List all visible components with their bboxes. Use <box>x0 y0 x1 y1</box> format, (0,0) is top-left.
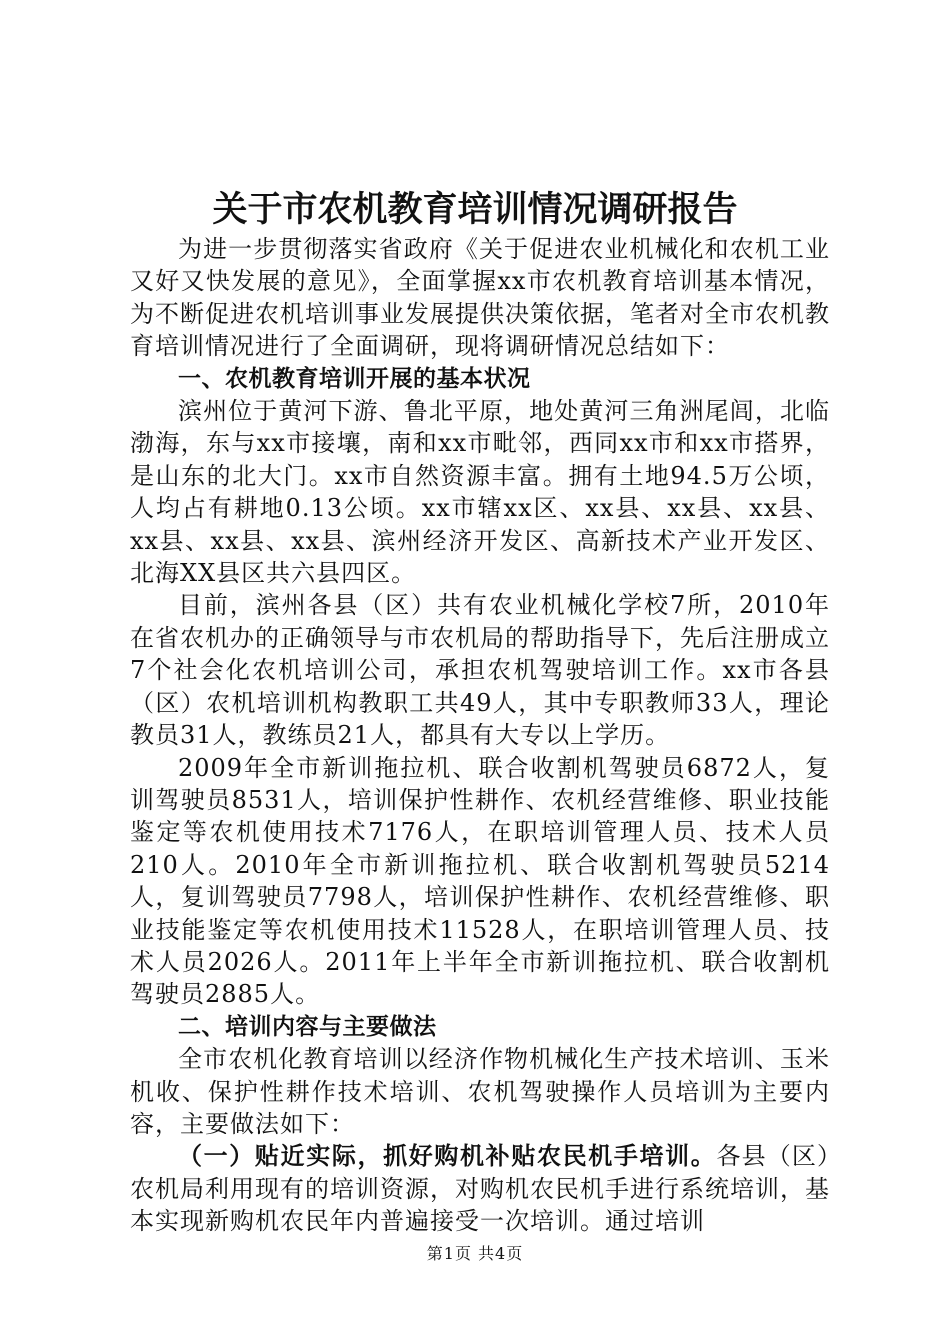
document-title: 关于市农机教育培训情况调研报告 <box>212 190 738 230</box>
section-1-heading: 一、农机教育培训开展的基本状况 <box>178 365 531 392</box>
section-2-paragraph-1: 全市农机化教育培训以经济作物机械化生产技术培训、玉米机收、保护性耕作技术培训、农机驾驶操作人员培训为主要内容，主要做法如下： <box>130 1045 830 1138</box>
subsection-1-title: （一）贴近实际，抓好购机补贴农民机手培训。 <box>178 1142 717 1171</box>
page-footer: 第1页 共4页 <box>426 1244 524 1263</box>
section-1-paragraph-2: 目前，滨州各县（区）共有农业机械化学校7所，2010年在省农机办的正确领导与市农机局的帮助指导下，先后注册成立7个社会化农机培训公司，承担农机驾驶培训工作。xx市各县（区）农机培训机构教职工共49人，其中专职教师33人，理论教员31人，教练员21人，都具有大专以上学历。 <box>130 591 830 750</box>
section-1-paragraph-1: 滨州位于黄河下游、鲁北平原，地处黄河三角洲尾闾，北临渤海，东与xx市接壤，南和xx市毗邻，西同xx市和xx市搭界，是山东的北大门。xx市自然资源丰富。拥有土地94.5万公顷，人均占有耕地0.13公顷。xx市辖xx区、xx县、xx县、xx县、xx县、xx县、xx县、滨州经济开发区、高新技术产业开发区、北海XX县区共六县四区。 <box>130 397 830 588</box>
intro-paragraph: 为进一步贯彻落实省政府《关于促进农业机械化和农机工业又好又快发展的意见》，全面掌握xx市农机教育培训基本情况，为不断促进农机培训事业发展提供决策依据，笔者对全市农机教育培训情况进行了全面调研，现将调研情况总结如下： <box>130 235 830 361</box>
section-2-heading: 二、培训内容与主要做法 <box>178 1013 437 1040</box>
document-body <box>130 233 830 1238</box>
section-1-paragraph-3: 2009年全市新训拖拉机、联合收割机驾驶员6872人，复训驾驶员8531人，培训保护性耕作、农机经营维修、职业技能鉴定等农机使用技术7176人，在职培训管理人员、技术人员210人。2010年全市新训拖拉机、联合收割机驾驶员5214人，复训驾驶员7798人，培训保护性耕作、农机经营维修、职业技能鉴定等农机使用技术11528人，在职培训管理人员、技术人员2026人。2011年上半年全市新训拖拉机、联合收割机驾驶员2885人。 <box>130 753 830 1009</box>
subsection-1-paragraph <box>130 1140 830 1237</box>
subsection-1-text: 各县（区）农机局利用现有的培训资源，对购机农民机手进行系统培训，基本实现新购机农民年内普遍接受一次培训。通过培训 <box>130 1142 831 1236</box>
